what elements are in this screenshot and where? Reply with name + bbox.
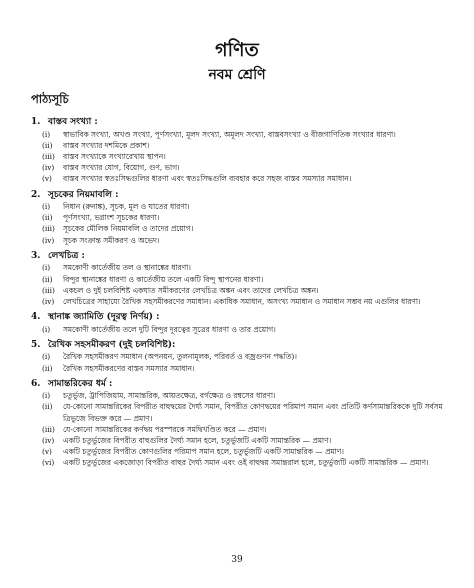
item-number: (i) — [42, 391, 51, 401]
syllabus-item — [31, 274, 453, 285]
item-text: পূর্ণসংখ্যা, ভগ্নাংশ সূচকের ধারণা। — [63, 213, 160, 223]
section-number: 4. — [31, 312, 41, 323]
syllabus-section — [31, 116, 453, 185]
section-title: সামান্তরিকের ধর্ম : — [48, 378, 113, 389]
syllabus-item — [31, 140, 453, 151]
section-header — [31, 116, 453, 129]
item-number: (v) — [42, 447, 52, 457]
item-number: (i) — [42, 324, 51, 334]
item-number: (iii) — [42, 151, 55, 161]
syllabus-section — [31, 339, 453, 374]
syllabus-content — [31, 116, 453, 473]
section-title: রৈখিক সহসমীকরণ (দুই চলবিশিষ্ট): — [48, 339, 176, 350]
item-text: লেখচিত্রের সাহায্যে রৈখিক সহসমীকরণের সমাধান। একাধিক সমাধান, অসংখ্য সমাধান ও সমাধান সম্ভব নয় এগুলির ধারণা। — [63, 296, 421, 306]
section-header — [31, 189, 453, 202]
syllabus-item — [31, 212, 453, 223]
section-header — [31, 250, 453, 263]
section-header — [31, 311, 453, 324]
syllabus-section — [31, 189, 453, 246]
syllabus-item — [31, 235, 453, 246]
section-number: 6. — [31, 378, 41, 389]
page-title: গণিত — [215, 39, 259, 61]
syllabus-item — [31, 457, 453, 468]
syllabus-item — [31, 351, 453, 362]
section-header — [31, 339, 453, 352]
item-number: (iv) — [42, 436, 55, 446]
syllabus-item — [31, 162, 453, 173]
item-number: (iv) — [42, 235, 55, 245]
item-number: (i) — [42, 202, 51, 212]
syllabus-item — [31, 262, 453, 273]
item-text: রৈখিক সহসমীকরণ সমাধান (অপনয়ন, তুলনামূলক, পরিবর্ত ও বজ্রগুণন পদ্ধতি)। — [63, 352, 297, 362]
syllabus-section — [31, 378, 453, 469]
item-number: (ii) — [42, 213, 53, 223]
item-text: নিধান (রুনাঙ্ক), সূচক, মূল ও ঘাতের ধারণা। — [63, 202, 190, 212]
section-title: লেখচিত্র : — [48, 250, 85, 261]
item-text: একটি চতুর্ভুজের বিপরীত কোণগুলির পরিমাপ সমান হলে, চতুর্ভুজটি একটি সামান্তরিক — প্রমাণ। — [63, 447, 344, 457]
section-number: 5. — [31, 339, 41, 350]
item-text: চতুর্ভুজ, ট্রাপিজিয়াম, সামান্তরিক, আয়তক্ষেত্র, বর্গক্ষেত্র ও রম্বসের ধারণা। — [63, 391, 276, 401]
section-number: 1. — [31, 117, 41, 127]
item-number: (i) — [42, 263, 51, 273]
syllabus-item — [31, 390, 453, 401]
item-number: (iv) — [42, 163, 55, 173]
item-number: (i) — [42, 352, 51, 362]
item-text: বাস্তব সংখ্যার স্বতঃসিদ্ধগুলির ধারণা এবং স্বতঃসিদ্ধগুলি ব্যবহার করে সহজ বাস্তব সমস্যার সমাধান। — [63, 174, 352, 184]
item-text: একটি চতুর্ভুজের বিপরীত বাহুগুলির দৈর্ঘ্য সমান হলে, চতুর্ভুজটি একটি সামান্তরিক — প্রমাণ। — [63, 436, 332, 446]
syllabus-item — [31, 324, 453, 335]
item-text: বাস্তব সংখ্যার যোগ, বিয়োগ, গুণ, ভাগ। — [63, 163, 180, 173]
page-number: 39 — [231, 555, 243, 565]
item-text: বাস্তব সংখ্যাকে সংখ্যারেখায় স্থাপন। — [63, 151, 166, 161]
item-text: বিন্দুর স্থানাঙ্কের ধারণা ও কার্তেজীয় তলে একটি বিন্দু স্থাপনের ধারণা। — [63, 274, 264, 284]
section-title: সূচকের নিয়মাবলি : — [48, 189, 119, 200]
section-number: 3. — [31, 250, 41, 261]
item-number: (ii) — [42, 140, 53, 150]
item-text: যে-কোনো সামান্তরিকের বিপরীত বাহুদ্বয়ের দৈর্ঘ্য সমান, বিপরীত কোণদ্বয়ের পরিমাপ সমান এবং প্রতিটি কর্ণসামান্তরিককে দুটি সর্বসম ত্রিভুজে বিভক্ত করে — প্রমাণ। — [63, 402, 443, 423]
item-text: যে-কোনো সামান্তরিকের কর্ণদ্বয় পরস্পরকে সমদ্বিখণ্ডিত করে — প্রমাণ। — [63, 424, 267, 434]
syllabus-item — [31, 173, 453, 184]
syllabus-section — [31, 311, 453, 335]
item-text: বাস্তব সংখ্যার দশমিকে প্রকাশ। — [63, 140, 150, 150]
syllabus-item — [31, 201, 453, 212]
section-number: 2. — [31, 189, 41, 200]
item-text: সমকোণী কার্তেজীয় তলে দুটি বিন্দুর দূরত্বের সূত্রের ধারণা ও তার প্রয়োগ। — [63, 324, 276, 334]
syllabus-item — [31, 446, 453, 457]
syllabus-item — [31, 129, 453, 140]
syllabus-item — [31, 363, 453, 374]
item-number: (ii) — [42, 274, 53, 284]
item-number: (vi) — [42, 458, 55, 468]
syllabus-heading: পাঠ্যসূচি — [31, 92, 69, 106]
syllabus-section — [31, 250, 453, 307]
section-title: বাস্তব সংখ্যা : — [48, 117, 98, 127]
item-number: (iii) — [42, 224, 55, 234]
item-number: (iii) — [42, 424, 55, 434]
syllabus-item — [31, 401, 453, 423]
item-text: সমকোণী কার্তেজীয় তল ও স্থানাঙ্কের ধারণা। — [63, 263, 191, 273]
item-text: সূচকের মৌলিক নিয়মাবলি ও তাদের প্রয়োগ। — [63, 224, 194, 234]
section-header — [31, 378, 453, 391]
item-text: সূচক সংক্রান্ত সমীকরণ ও অভেদ। — [63, 235, 160, 245]
item-number: (ii) — [42, 363, 53, 373]
syllabus-item — [31, 285, 453, 296]
syllabus-item — [31, 223, 453, 234]
section-title: স্থানাঙ্ক জ্যামিতি (দূরত্ব নির্ণয়) : — [48, 312, 160, 323]
syllabus-item — [31, 296, 453, 307]
item-number: (iv) — [42, 296, 55, 306]
syllabus-item — [31, 435, 453, 446]
syllabus-item — [31, 424, 453, 435]
item-number: (ii) — [42, 402, 53, 412]
item-text: একচল ও দুই চলবিশিষ্ট একঘাত সমীকরণের লেখচিত্র অঙ্কন এবং তাদের লেখচিত্র অঙ্কন। — [63, 285, 319, 295]
item-text: স্বাভাবিক সংখ্যা, অখণ্ড সংখ্যা, পূর্ণসংখ্যা, মূলদ সংখ্যা, অমূলদ সংখ্যা, বাস্তবসংখ্যা ও বীজগাণিতিক সংখ্যার ধারণা। — [63, 129, 396, 139]
item-text: রৈখিক সহসমীকরণের বাস্তব সমস্যার সমাধান। — [63, 363, 195, 373]
syllabus-item — [31, 151, 453, 162]
item-number: (i) — [42, 129, 51, 139]
item-number: (iii) — [42, 285, 55, 295]
item-number: (v) — [42, 174, 52, 184]
item-text: একটি চতুর্ভুজের একজোড়া বিপরীত বাহুর দৈর্ঘ্য সমান এবং ওই বাহুদ্বয় সমান্তরাল হলে, চতুর্ভুজটি একটি সামান্তরিক — প্রমাণ। — [63, 458, 429, 468]
class-subtitle: নবম শ্রেণি — [208, 67, 266, 83]
